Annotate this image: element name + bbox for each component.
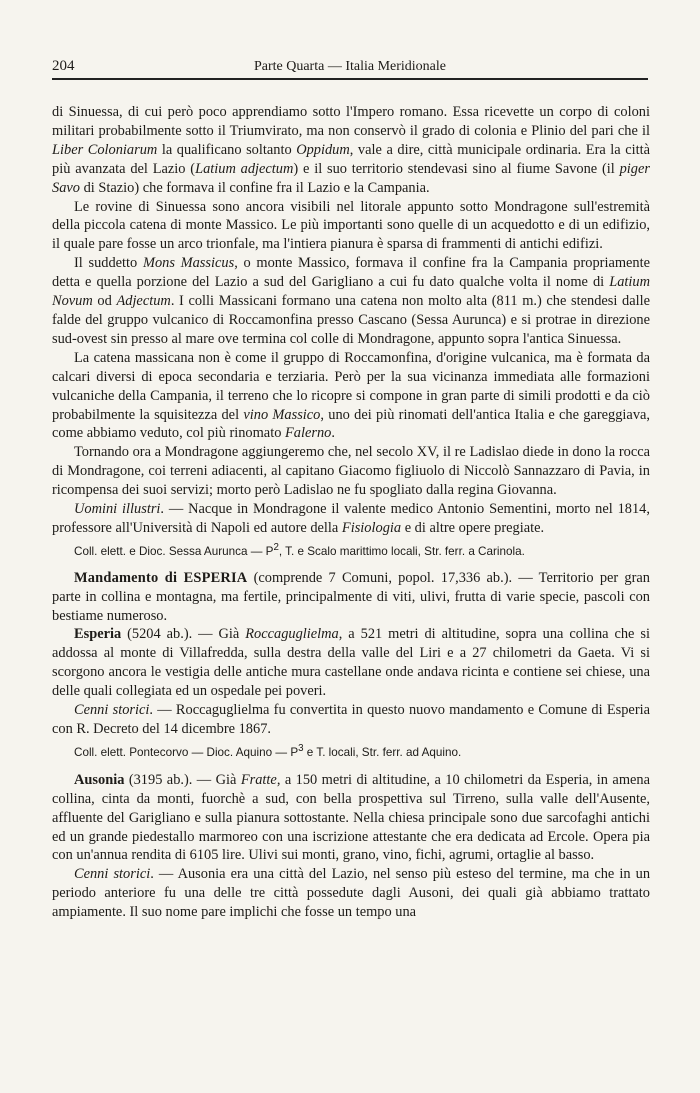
italic-term: Liber Coloniarum [52,141,158,158]
admin-note-mondragone: Coll. elett. e Dioc. Sessa Aurunca — $P^2$, T. e Scalo marittimo locali, Str. ferr. a Carinola. [74,541,525,558]
section-heading: Mandamento di ESPERIA [74,569,248,586]
paragraph-mons-massicus: Il suddetto Mons Massicus, o monte Massico, formava il confine fra la Campania propriamente detta e quella porzione del Lazio a sud del Garigliano a cui fu dato qualche volta il nome di Latium Novum od Adjectum. I colli Massicani formano una catena non molto alta (811 m.) che stendesi dalle falde del gruppo vulcanico di Roccamonfina presso Cascano (Sessa Aurunca) e si protrae in direzione sud-ovest sin presso al mare ove termina col colle di Mondragone, appunto sopra l'antica Sinuessa. [52,255,650,347]
italic-term: Fratte [240,771,277,788]
admin-note-esperia: Coll. elett. Pontecorvo — Dioc. Aquino — $P^3$ e T. locali, Str. ferr. ad Aquino. [74,742,462,759]
italic-term: Adjectum [116,293,171,310]
italic-term: piger Savo [52,160,650,196]
paragraph-catena-massicana: La catena massicana non è come il gruppo di Roccamonfina, d'origine vulcanica, ma è formata da calcari diversi di epoca secondaria e terziaria. Però per la sua vicinanza immediata alle formazioni vulcaniche della Campania, il terreno che lo ricopre si compone in gran parte di simili prodotti e da ciò probabilmente la squisitezza del vino Massico, uno dei più rinomati dell'antica Italia e che gareggiava, come abbiamo veduto, col più rinomato Falerno. [52,349,651,442]
paragraph-ausonia-cenni: Cenni storici. — Ausonia era una città del Lazio, nel senso più esteso del termine, ma che in un periodo anteriore fu una delle tre città possedute dagli Ausoni, dei quali già abbiamo trattato ampiamente. Il suo nome pare implichi che fosse un tempo una [52,866,651,921]
bold-term: Esperia [74,626,122,643]
italic-term: Roccaguglielma [245,626,339,643]
page-number: 204 [52,58,75,74]
page-body [52,103,650,922]
italic-term: Mons Massicus [142,255,235,272]
paragraph-esperia: Esperia (5204 ab.). — Già Roccaguglielma, a 521 metri di altitudine, sopra una collina che si addossa al monte di Villafredda, sulla destra della valle del Liri e a 27 chilometri da Gaeta. Vi si scorgono ancora le vestigia delle antiche mura castellane onde andava ricinta e contiene sei chiese, una delle quali collegiata ed un ospedale pei poveri. [52,626,650,700]
superscript: 3 [298,742,304,754]
paragraph-uomini-illustri: Uomini illustri. — Nacque in Mondragone il valente medico Antonio Sementini, morto nel 1814, professore all'Università di Napoli ed autore della Fisiologia e di altre opere pregiate. [52,501,650,536]
running-title: Parte Quarta — Italia Meridionale [253,59,447,74]
italic-term: Cenni storici [74,702,150,719]
bold-term: Ausonia [74,771,125,788]
italic-term: Fisiologia [341,519,402,536]
italic-term: Uomini illustri [74,501,161,518]
italic-term: Oppidum [296,141,350,158]
italic-term: Latium adjectum [195,160,294,177]
paragraph-sinuessa-colony: di Sinuessa, di cui però poco apprendiamo sotto l'Impero romano. Essa ricevette un corpo di coloni militari probabilmente sotto il Triumvirato, ma non conservò il grado di colonia e Plinio del pari che il Liber Coloniarum la qualificano soltanto Oppidum, vale a dire, città municipale ordinaria. Era la città più avanzata del Lazio (Latium adjectum) e il suo territorio stendevasi sino al fiume Savone (il piger Savo di Stazio) che formava il confine fra il Lazio e la Campania. [52,104,651,196]
italic-term: Falerno [285,425,332,442]
superscript: 2 [273,541,279,553]
paragraph-mandamento-esperia: Mandamento di ESPERIA (comprende 7 Comuni, popol. 17,336 ab.). — Territorio per gran parte in collina e montagna, ma fertile, principalmente di viti, ulivi, frutta di varie specie, pascoli con bestiame numeroso. [52,569,650,624]
paragraph-mondragone-history: Tornando ora a Mondragone aggiungeremo che, nel secolo XV, il re Ladislao diede in dono la rocca di Mondragone, coi terreni adiacenti, al capitano Giacomo figliuolo di Niccolò Sannazzaro di Pavia, in ricompensa dei suoi servizi; morto però Ladislao ne fu spogliato dalla regina Giovanna. [52,444,650,499]
paragraph-esperia-cenni: Cenni storici. — Roccaguglielma fu convertita in questo nuovo mandamento e Comune di Esperia con R. Decreto del 14 dicembre 1867. [52,702,650,737]
paragraph-ausonia: Ausonia (3195 ab.). — Già Fratte, a 150 metri di altitudine, a 10 chilometri da Esperia, in amena collina, cinta da monti, fuorchè a sud, con bella prospettiva sul Tirreno, sulla valle dell'Ausente, affluente del Garigliano e sulla pianura sottostante. Nella chiesa principale sono due sarcofaghi antichi ed un grande piedestallo marmoreo con una iscrizione attestante che era dedicata ad Ercole. Opera pia con un'annua rendita di 6105 lire. Ulivi sui monti, grano, vino, fichi, agrumi, ortaglie al basso. [52,771,650,864]
italic-term: vino Massico [243,406,321,423]
italic-term: Latium Novum [52,274,650,310]
paragraph-sinuessa-ruins: Le rovine di Sinuessa sono ancora visibili nel litorale appunto sotto Mondragone sull'estremità della piccola catena di monte Massico. Le più importanti sono quelle di un acquedotto e di un edifizio, il quale pare fosse un arco trionfale, ma l'intiera pianura è sparsa di frammenti di antichi edifizi. [52,198,650,253]
running-header [52,56,648,80]
italic-term: Cenni storici [74,866,151,883]
